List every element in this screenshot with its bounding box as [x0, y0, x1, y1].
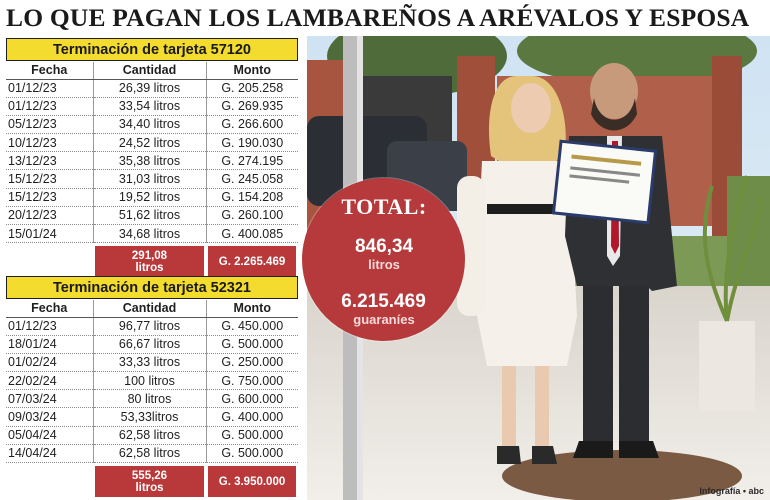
row-monto: G. 500.000	[206, 335, 298, 353]
table-row	[6, 317, 298, 335]
row-monto: G. 750.000	[206, 372, 298, 390]
infographic-credit: Infografía • abc	[699, 486, 764, 496]
row-cantidad: 33,33 litros	[93, 353, 206, 371]
total-cantidad-number: 291,08	[131, 249, 168, 262]
row-cantidad: 26,39 litros	[93, 79, 206, 97]
table-row	[6, 390, 298, 408]
row-cantidad: 100 litros	[93, 372, 206, 390]
row-cantidad: 80 litros	[93, 390, 206, 408]
total-cantidad-number: 555,26	[131, 469, 168, 482]
total-guaranies-number: 6.215.469	[341, 291, 426, 312]
row-fecha: 14/04/24	[6, 444, 93, 462]
headline: LO QUE PAGAN LOS LAMBAREÑOS A ARÉVALOS Y ESPOSA	[6, 3, 750, 32]
row-monto: G. 250.000	[206, 353, 298, 371]
total-monto-52321	[208, 466, 296, 497]
table-row	[6, 152, 298, 170]
row-monto: G. 600.000	[206, 390, 298, 408]
row-cantidad: 31,03 litros	[93, 170, 206, 188]
table-row	[6, 353, 298, 371]
total-litros-number: 846,34	[354, 236, 414, 257]
row-fecha: 13/12/23	[6, 152, 93, 170]
row-monto: G. 190.030	[206, 134, 298, 152]
row-cantidad: 62,58 litros	[93, 444, 206, 462]
column-header-cantidad: Cantidad	[93, 300, 206, 317]
row-cantidad: 96,77 litros	[93, 317, 206, 335]
row-monto: G. 450.000	[206, 317, 298, 335]
row-fecha: 18/01/24	[6, 335, 93, 353]
row-fecha: 01/12/23	[6, 317, 93, 335]
row-fecha: 01/02/24	[6, 353, 93, 371]
total-cantidad-unit: litros	[135, 261, 164, 274]
total-monto-value: G. 2.265.469	[218, 255, 286, 268]
table-row	[6, 115, 298, 133]
row-fecha: 07/03/24	[6, 390, 93, 408]
total-monto-57120	[208, 246, 296, 277]
row-fecha: 01/12/23	[6, 79, 93, 97]
total-cantidad-unit: litros	[135, 481, 164, 494]
table-row	[6, 372, 298, 390]
row-fecha: 22/02/24	[6, 372, 93, 390]
column-header-monto: Monto	[206, 62, 298, 79]
table-header-row	[6, 300, 298, 317]
row-monto: G. 500.000	[206, 426, 298, 444]
row-fecha: 15/12/23	[6, 170, 93, 188]
total-guaranies-unit: guaraníes	[353, 312, 415, 327]
table-total-row	[6, 463, 298, 498]
column-header-monto: Monto	[206, 300, 298, 317]
row-cantidad: 19,52 litros	[93, 188, 206, 206]
table-row	[6, 225, 298, 243]
row-cantidad: 34,68 litros	[93, 225, 206, 243]
row-monto: G. 269.935	[206, 97, 298, 115]
card-title-52321: Terminación de tarjeta 52321	[6, 276, 298, 299]
row-fecha: 10/12/23	[6, 134, 93, 152]
table-row	[6, 206, 298, 224]
row-fecha: 15/12/23	[6, 188, 93, 206]
column-header-fecha: Fecha	[6, 300, 93, 317]
row-monto: G. 205.258	[206, 79, 298, 97]
row-fecha: 01/12/23	[6, 97, 93, 115]
table-row	[6, 444, 298, 462]
row-monto: G. 266.600	[206, 115, 298, 133]
table-card-52321	[6, 300, 298, 497]
table-total-row	[6, 243, 298, 278]
row-cantidad: 24,52 litros	[93, 134, 206, 152]
row-fecha: 05/04/24	[6, 426, 93, 444]
row-cantidad: 33,54 litros	[93, 97, 206, 115]
row-cantidad: 66,67 litros	[93, 335, 206, 353]
row-cantidad: 34,40 litros	[93, 115, 206, 133]
row-fecha: 09/03/24	[6, 408, 93, 426]
table-row	[6, 408, 298, 426]
row-monto: G. 274.195	[206, 152, 298, 170]
table-row	[6, 79, 298, 97]
row-cantidad: 35,38 litros	[93, 152, 206, 170]
column-header-fecha: Fecha	[6, 62, 93, 79]
total-litros-unit: litros	[368, 257, 400, 272]
row-monto: G. 260.100	[206, 206, 298, 224]
total-cantidad-57120	[95, 246, 204, 277]
table-body-52321	[6, 317, 298, 463]
row-monto: G. 245.058	[206, 170, 298, 188]
row-monto: G. 400.085	[206, 225, 298, 243]
table-header-row	[6, 62, 298, 79]
table-row	[6, 335, 298, 353]
row-cantidad: 51,62 litros	[93, 206, 206, 224]
row-fecha: 15/01/24	[6, 225, 93, 243]
row-monto: G. 400.000	[206, 408, 298, 426]
table-card-57120	[6, 62, 298, 277]
table-row	[6, 134, 298, 152]
row-fecha: 20/12/23	[6, 206, 93, 224]
row-cantidad: 53,33litros	[93, 408, 206, 426]
table-row	[6, 188, 298, 206]
table-row	[6, 170, 298, 188]
table-row	[6, 97, 298, 115]
table-row	[6, 426, 298, 444]
card-title-57120: Terminación de tarjeta 57120	[6, 38, 298, 61]
row-monto: G. 154.208	[206, 188, 298, 206]
row-fecha: 05/12/23	[6, 115, 93, 133]
column-header-cantidad: Cantidad	[93, 62, 206, 79]
total-monto-value: G. 3.950.000	[218, 475, 286, 488]
table-body-57120	[6, 79, 298, 243]
total-label: TOTAL:	[341, 194, 427, 219]
row-monto: G. 500.000	[206, 444, 298, 462]
row-cantidad: 62,58 litros	[93, 426, 206, 444]
total-cantidad-52321	[95, 466, 204, 497]
